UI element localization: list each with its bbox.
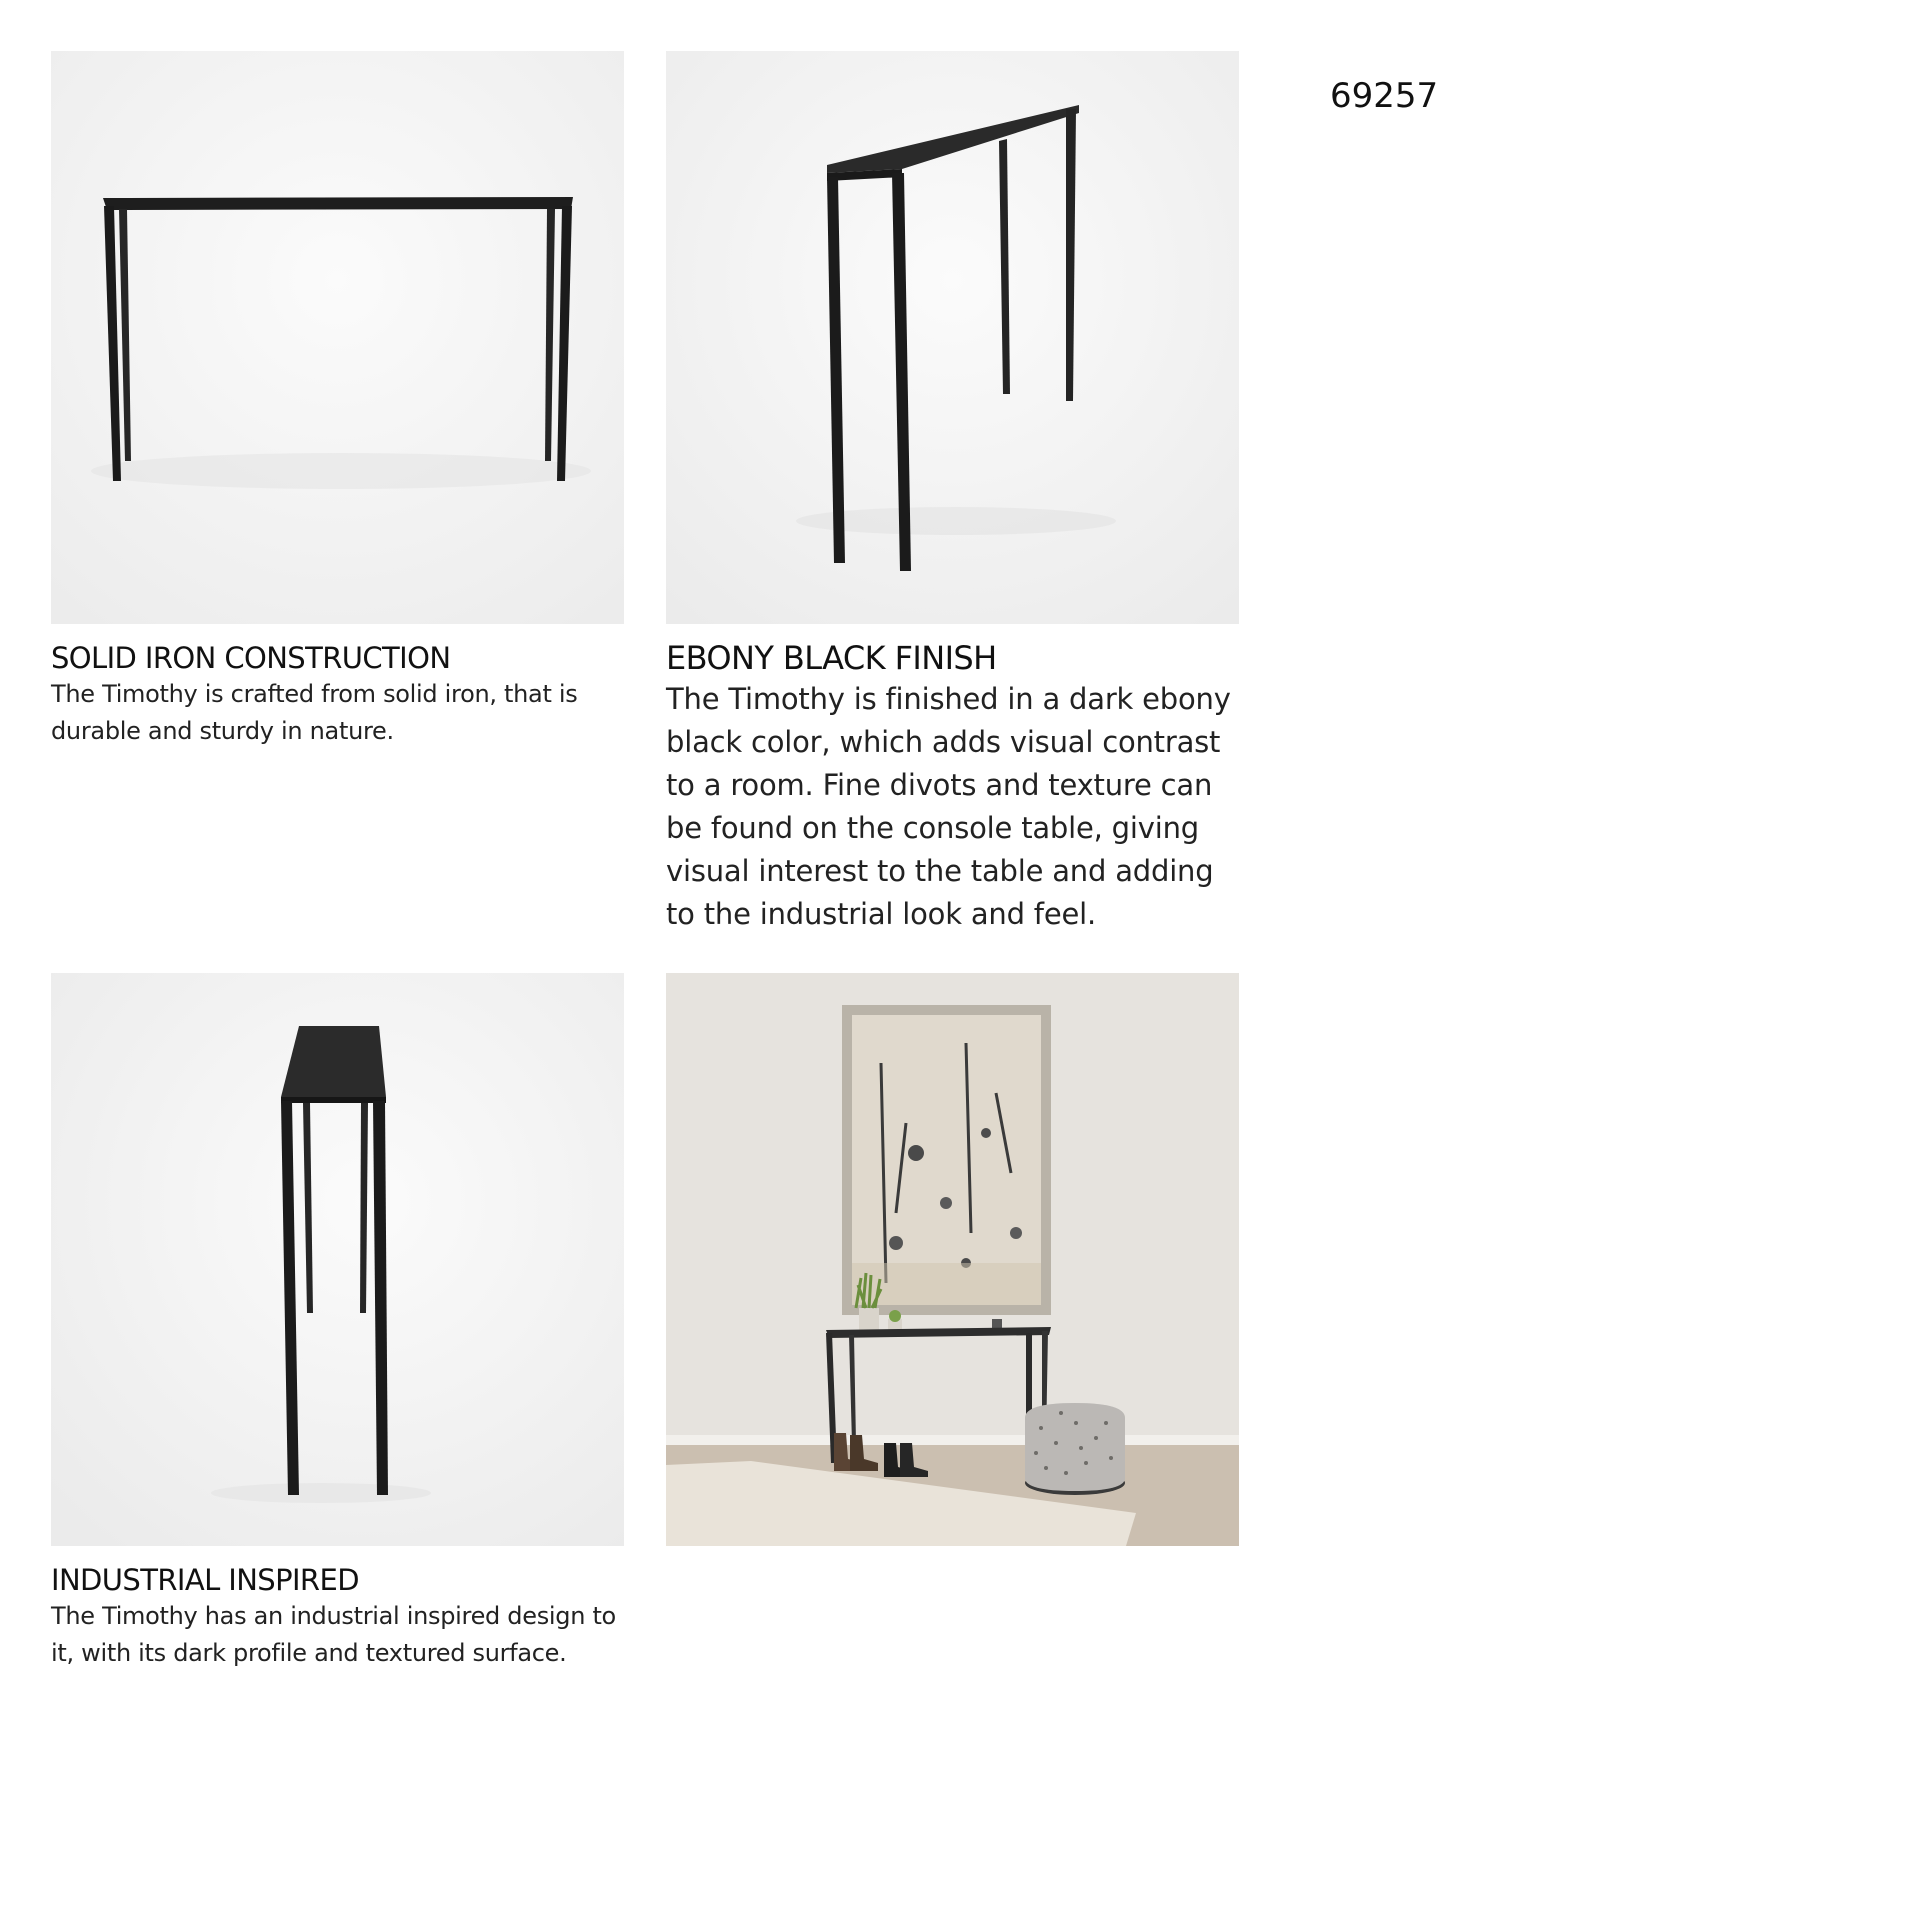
lifestyle-room-photo <box>666 973 1239 1546</box>
feature-title: SOLID IRON CONSTRUCTION <box>51 641 451 675</box>
console-table-angle-illustration <box>666 51 1239 624</box>
feature-body: The Timothy has an industrial inspired design to it, with its dark profile and textured surface. <box>51 1602 616 1667</box>
feature-body: The Timothy is crafted from solid iron, that is durable and sturdy in nature. <box>51 680 578 745</box>
room-scene-illustration <box>666 973 1239 1546</box>
product-photo-angle-view <box>666 51 1239 624</box>
feature-ebony-finish <box>666 638 1256 936</box>
feature-industrial-inspired <box>51 1562 641 1672</box>
console-table-front-illustration <box>51 51 624 624</box>
product-photo-end-view <box>51 973 624 1546</box>
console-table-end-illustration <box>51 973 624 1546</box>
product-sku: 69257 <box>1330 76 1439 116</box>
feature-title: INDUSTRIAL INSPIRED <box>51 1563 359 1597</box>
product-photo-front-view <box>51 51 624 624</box>
feature-body: The Timothy is finished in a dark ebony black color, which adds visual contrast to a room. Fine divots and texture can be found on the console table, giving visual interest to the table and adding to the industrial look and feel. <box>666 682 1231 931</box>
feature-title: EBONY BLACK FINISH <box>666 639 997 677</box>
feature-solid-iron <box>51 640 641 750</box>
